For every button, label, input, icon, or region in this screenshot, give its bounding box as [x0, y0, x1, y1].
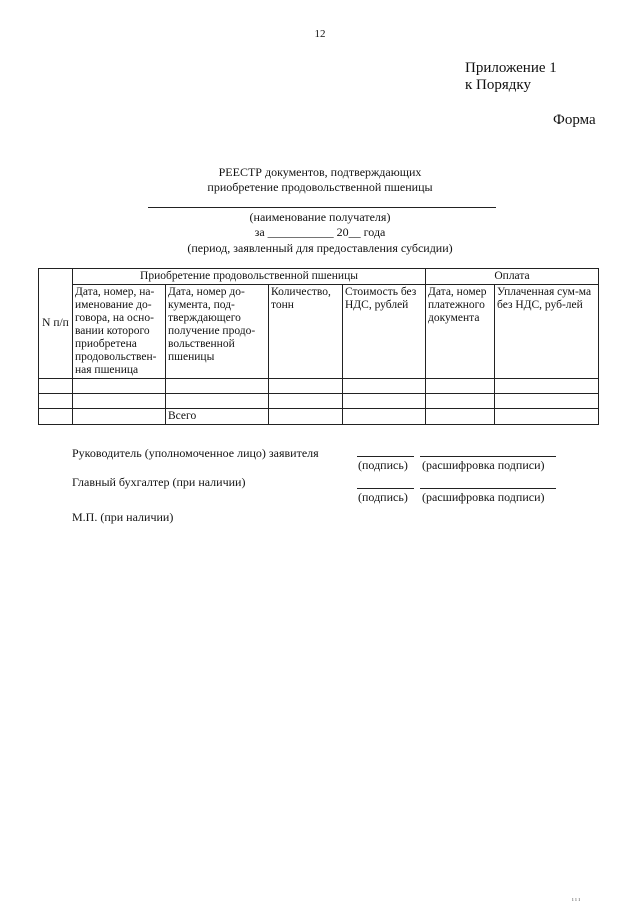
table-row: [39, 379, 599, 394]
scan-mark: ı ı ı: [572, 897, 581, 903]
period-line: [0, 225, 640, 240]
page-number: 12: [314, 28, 326, 40]
table-row: [39, 394, 599, 409]
recipient-caption: (наименование получателя): [249, 210, 391, 224]
payment-group-header: Оплата: [426, 269, 599, 285]
appendix-reference: [465, 60, 557, 94]
head-signature-caption: (подпись): [358, 458, 408, 472]
period-middle: 20: [336, 225, 349, 239]
table-subheader-row: [39, 285, 599, 379]
purchase-group-header: Приобретение продовольственной пшеницы: [73, 269, 426, 285]
accountant-decoding-line: [420, 488, 556, 489]
document-title-line-1: РЕЕСТР документов, подтверждающих: [218, 165, 422, 179]
receipt-document-column-header: Дата, номер до-кумента, под-тверждающего получение продо-вольственной пшеницы: [166, 285, 269, 379]
head-signature-line: [357, 456, 414, 457]
table-header-row: [39, 269, 599, 285]
accountant-signature-caption: (подпись): [358, 490, 408, 504]
recipient-name-line: [148, 207, 496, 208]
accountant-decoding-caption: (расшифровка подписи): [422, 490, 545, 504]
accountant-signature-line: [357, 488, 414, 489]
registry-table: [38, 268, 599, 425]
contract-column-header: Дата, номер, на-именование до-говора, на осно-вании которого приобретена продовольствен-ная пшеница: [73, 285, 166, 379]
accountant-signature-label: Главный бухгалтер (при наличии): [72, 475, 246, 489]
seal-label: М.П. (при наличии): [72, 510, 174, 524]
period-caption: (период, заявленный для предоставления субсидии): [187, 241, 453, 255]
document-title-line-2: приобретение продовольственной пшеницы: [207, 180, 433, 194]
cost-column-header: Стоимость без НДС, рублей: [343, 285, 426, 379]
period-year-blank: __: [348, 225, 361, 239]
period-suffix: года: [363, 225, 386, 239]
period-prefix: за: [254, 225, 265, 239]
head-signature-label: Руководитель (уполномоченное лицо) заявителя: [72, 446, 319, 460]
payment-document-column-header: Дата, номер платежного документа: [426, 285, 495, 379]
total-row: [39, 409, 599, 425]
head-decoding-line: [420, 456, 556, 457]
paid-amount-column-header: Уплаченная сум-ма без НДС, руб-лей: [495, 285, 599, 379]
head-decoding-caption: (расшифровка подписи): [422, 458, 545, 472]
form-label: Форма: [553, 112, 596, 128]
appendix-line-2: к Порядку: [465, 77, 531, 93]
quantity-column-header: Количество, тонн: [269, 285, 343, 379]
period-blank: ___________: [267, 225, 334, 239]
total-label: Всего: [166, 409, 269, 425]
number-column-header: N п/п: [39, 269, 73, 379]
appendix-line-1: Приложение 1: [465, 60, 557, 76]
